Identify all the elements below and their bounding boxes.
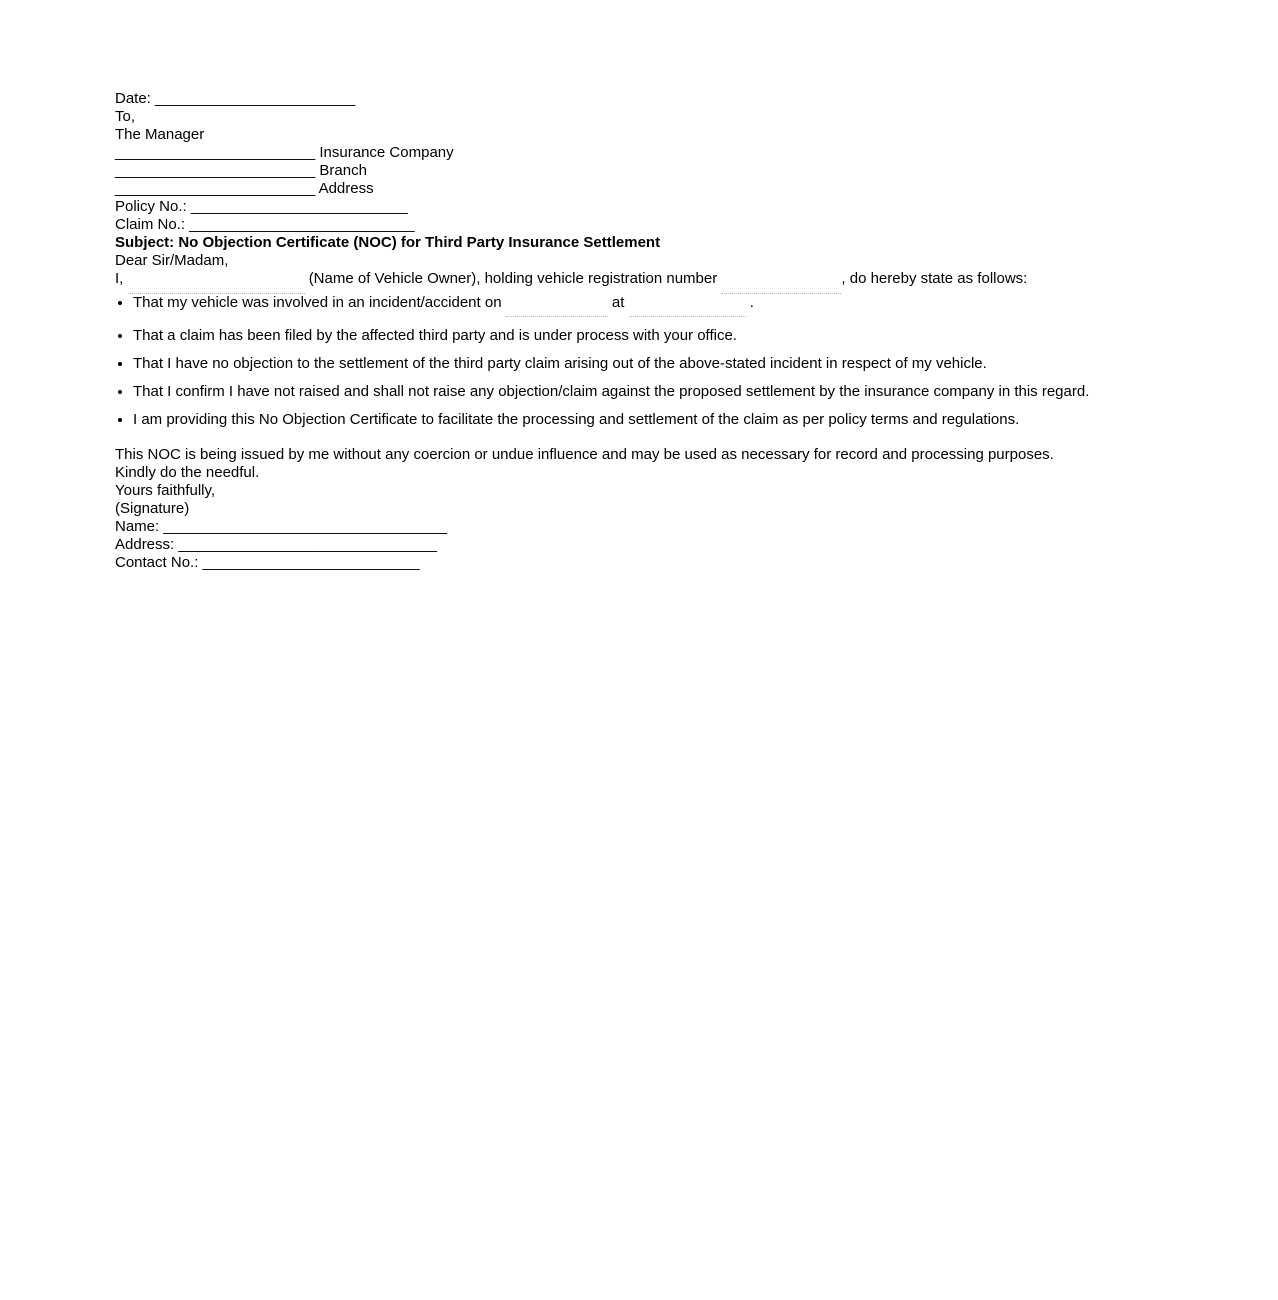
closing-valediction: Yours faithfully, bbox=[115, 482, 216, 499]
incident-text-before-date: That my vehicle was involved in an incident/accident on bbox=[133, 293, 502, 311]
kindly-note: Kindly do the needful. bbox=[115, 464, 260, 481]
claim-number-label: Claim No.: bbox=[115, 216, 186, 233]
signature-block bbox=[115, 500, 1218, 572]
statement-confirm-no-claim: • That I confirm I have not raised and shall not raise any objection/claim against the proposed settlement by the insurance company in this regard. bbox=[133, 383, 1218, 401]
claim-number-blank-line: ___________________________ bbox=[189, 216, 415, 233]
incident-text-at: at bbox=[611, 293, 625, 311]
policy-claim-block bbox=[115, 198, 1218, 234]
intro-after-name: (Name of Vehicle Owner), holding vehicle registration number bbox=[308, 270, 718, 287]
intro-after-reg: , do hereby state as follows: bbox=[841, 270, 1028, 287]
policy-number-label: Policy No.: bbox=[115, 198, 187, 215]
address-label: Address bbox=[318, 180, 374, 197]
address-blank-line: ________________________ bbox=[115, 180, 316, 197]
company-label: Insurance Company bbox=[319, 144, 454, 161]
signer-name-label: Name: bbox=[115, 518, 160, 535]
vehicle-owner-name-input[interactable] bbox=[128, 276, 305, 294]
intro-line bbox=[115, 270, 1218, 294]
date-line bbox=[115, 90, 1218, 108]
noc-declaration: This NOC is being issued by me without any coercion or undue influence and may be used as necessary for record and processing purposes. bbox=[115, 446, 1054, 463]
salutation: Dear Sir/Madam, bbox=[115, 252, 229, 269]
statement-providing-noc: • I am providing this No Objection Certificate to facilitate the processing and settlement of the claim as per policy terms and regulations. bbox=[133, 411, 1218, 429]
statement-incident bbox=[133, 294, 1218, 318]
statements-list bbox=[115, 294, 1218, 430]
incident-date-input[interactable] bbox=[506, 299, 608, 317]
recipient-block bbox=[115, 108, 1218, 198]
signer-contact-label: Contact No.: bbox=[115, 554, 199, 571]
manager-line: The Manager bbox=[115, 126, 205, 143]
incident-place-input[interactable] bbox=[629, 299, 746, 317]
to-line: To, bbox=[115, 108, 136, 125]
branch-blank-line: ________________________ bbox=[115, 162, 316, 179]
intro-lead: I, bbox=[115, 270, 124, 287]
signer-contact-blank-line: __________________________ bbox=[202, 554, 420, 571]
policy-number-blank-line: __________________________ bbox=[190, 198, 408, 215]
statement-claim-filed: • That a claim has been filed by the affected third party and is under process with your office. bbox=[133, 327, 1218, 345]
date-label: Date: bbox=[115, 90, 151, 107]
signature-placeholder: (Signature) bbox=[115, 500, 190, 517]
signer-address-blank-line: _______________________________ bbox=[178, 536, 437, 553]
company-blank-line: ________________________ bbox=[115, 144, 316, 161]
subject-line: Subject: No Objection Certificate (NOC) for Third Party Insurance Settlement bbox=[115, 234, 661, 251]
statement-no-objection: • That I have no objection to the settlement of the third party claim arising out of the above-stated incident in respect of my vehicle. bbox=[133, 355, 1218, 373]
signer-name-blank-line: __________________________________ bbox=[163, 518, 447, 535]
date-blank-line: ________________________ bbox=[155, 90, 356, 107]
registration-number-input[interactable] bbox=[721, 276, 841, 294]
signer-address-label: Address: bbox=[115, 536, 175, 553]
branch-label: Branch bbox=[319, 162, 367, 179]
incident-text-period: . bbox=[749, 293, 754, 311]
